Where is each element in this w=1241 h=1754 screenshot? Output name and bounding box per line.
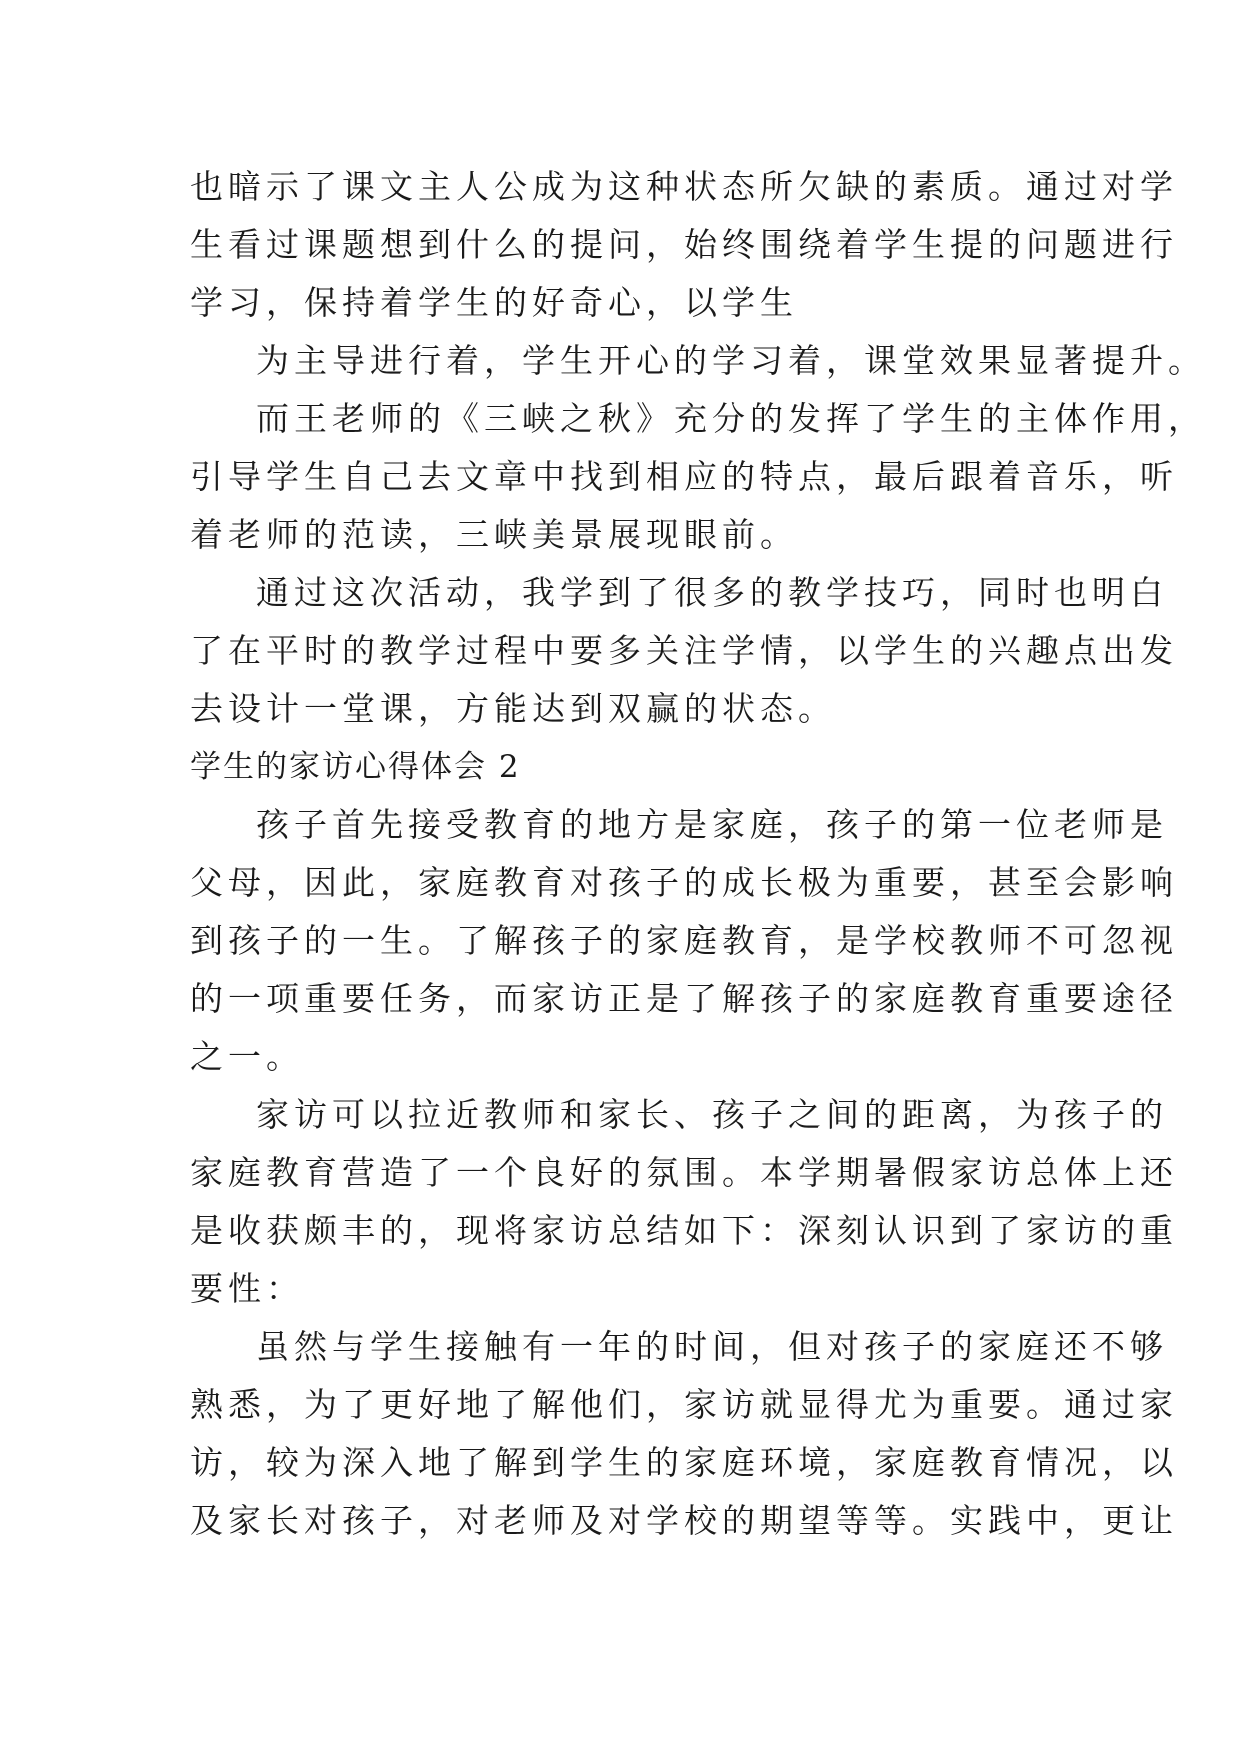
document-body [190,158,1206,1550]
paragraph-line: 父母，因此，家庭教育对孩子的成长极为重要，甚至会影响 [190,863,1178,902]
paragraph-line: 着老师的范读，三峡美景展现眼前。 [190,515,798,554]
paragraph-line: 熟悉，为了更好地了解他们，家访就显得尤为重要。通过家 [190,1385,1178,1424]
paragraph-line: 访，较为深入地了解到学生的家庭环境，家庭教育情况，以 [190,1443,1178,1482]
paragraph-line: 孩子首先接受教育的地方是家庭，孩子的第一位老师是 [256,805,1168,844]
paragraph-line: 了在平时的教学过程中要多关注学情，以学生的兴趣点出发 [190,631,1178,670]
section-heading: 学生的家访心得体会 2 [190,749,521,785]
paragraph-line: 到孩子的一生。了解孩子的家庭教育，是学校教师不可忽视 [190,921,1178,960]
paragraph-line: 之一。 [190,1037,304,1076]
paragraph-line: 家庭教育营造了一个良好的氛围。本学期暑假家访总体上还 [190,1153,1178,1192]
paragraph-line: 的一项重要任务，而家访正是了解孩子的家庭教育重要途径 [190,979,1178,1018]
paragraph-line: 引导学生自己去文章中找到相应的特点，最后跟着音乐，听 [190,457,1178,496]
paragraph-line: 家访可以拉近教师和家长、孩子之间的距离，为孩子的 [256,1095,1168,1134]
paragraph-line: 去设计一堂课，方能达到双赢的状态。 [190,689,836,728]
paragraph-line: 通过这次活动，我学到了很多的教学技巧，同时也明白 [256,573,1168,612]
paragraph-line: 为主导进行着，学生开心的学习着，课堂效果显著提升。 [256,341,1206,380]
paragraph-line: 是收获颇丰的，现将家访总结如下：深刻认识到了家访的重 [190,1211,1178,1250]
paragraph-line: 而王老师的《三峡之秋》充分的发挥了学生的主体作用， [256,399,1206,438]
paragraph-line: 生看过课题想到什么的提问，始终围绕着学生提的问题进行 [190,225,1178,264]
paragraph-line: 学习，保持着学生的好奇心，以学生 [190,283,798,322]
paragraph-line: 也暗示了课文主人公成为这种状态所欠缺的素质。通过对学 [190,167,1178,206]
paragraph-line: 要性： [190,1269,304,1308]
paragraph-line: 及家长对孩子，对老师及对学校的期望等等。实践中，更让 [190,1501,1178,1540]
paragraph-line: 虽然与学生接触有一年的时间，但对孩子的家庭还不够 [256,1327,1168,1366]
